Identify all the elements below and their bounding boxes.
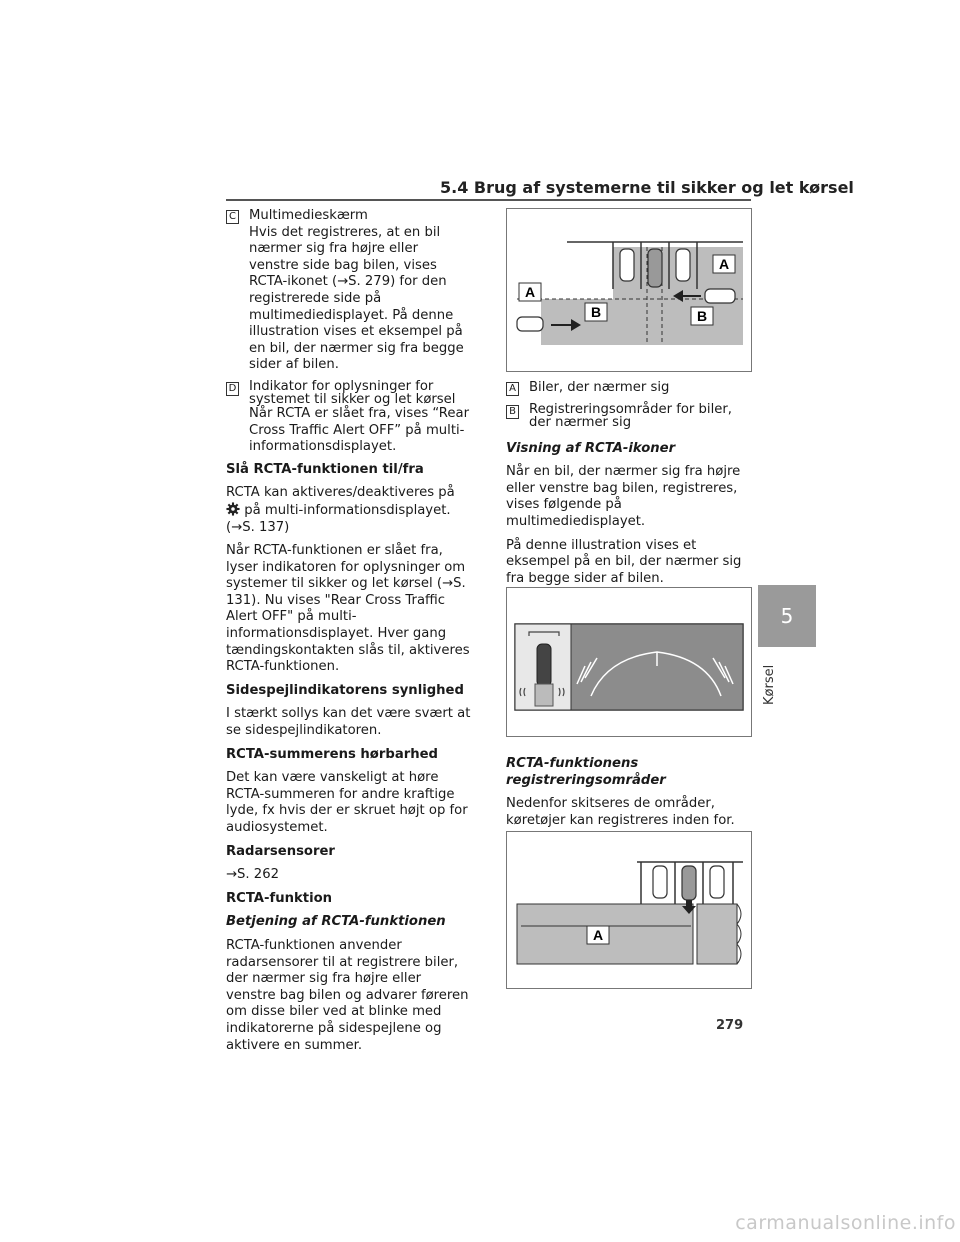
legend-item-b bbox=[506, 403, 754, 429]
para-icons-1: Når en bil, der nærmer sig fra højre eller venstre bag bilen, registreres, vises følgende på multimediedisplayet. bbox=[506, 464, 741, 529]
para-toggle-a: RCTA kan aktiveres/deaktiveres på bbox=[226, 485, 455, 501]
display-diagram bbox=[507, 588, 751, 736]
figure-detection-areas bbox=[506, 831, 752, 989]
fig1-label-a-left: A bbox=[524, 284, 536, 300]
right-column-lower bbox=[506, 756, 754, 836]
heading-function: RCTA-funktion bbox=[226, 890, 333, 906]
legend-a-text: Biler, der nærmer sig bbox=[529, 380, 670, 395]
detection-diagram bbox=[507, 832, 751, 988]
watermark: carmanualsonline.info bbox=[735, 1212, 956, 1234]
heading-toggle: Slå RCTA-funktionen til/fra bbox=[226, 461, 424, 477]
heading-buzzer: RCTA-summerens hørbarhed bbox=[226, 746, 438, 762]
figure-approaching-cars bbox=[506, 208, 752, 372]
item-c-title: Multimedieskærm bbox=[249, 208, 368, 223]
legend-item-d bbox=[226, 380, 471, 456]
para-off: Når RCTA-funktionen er slået fra, lyser indikatoren for oplysninger om systemer til sikker og let kørsel (→S. 131). Nu vises "Rear Cross Traffic Alert OFF" på multi-informationsdisplayet. Hver gang tændingskontakten slås til, aktiveres RCTA-funktionen. bbox=[226, 543, 470, 675]
heading-icons: Visning af RCTA-ikoner bbox=[506, 440, 676, 456]
para-toggle bbox=[226, 485, 471, 536]
letter-box-c: C bbox=[226, 210, 239, 224]
para-toggle-b: på multi-informationsdisplayet. (→S. 137) bbox=[226, 502, 451, 535]
fig1-label-b-right: B bbox=[696, 308, 708, 324]
chapter-tab: 5 bbox=[758, 585, 816, 647]
letter-box-a: A bbox=[506, 382, 519, 396]
page-number: 279 bbox=[716, 1018, 744, 1033]
heading-areas: RCTA-funktionens registreringsområder bbox=[506, 756, 666, 788]
para-buzzer: Det kan være vanskeligt at høre RCTA-summeren for andre kraftige lyde, fx hvis der er skruet højt op for audiosystemet. bbox=[226, 770, 468, 835]
fig1-label-a-right: A bbox=[718, 256, 730, 272]
letter-box-b: B bbox=[506, 405, 519, 419]
heading-mirror: Sidespejlindikatorens synlighed bbox=[226, 682, 464, 698]
item-d-text: Når RCTA er slået fra, vises “Rear Cross Traffic Alert OFF” på multi-informationsdisplayet. bbox=[249, 405, 469, 455]
para-icons-2: På denne illustration vises et eksempel på en bil, der nærmer sig fra begge sider af bilen. bbox=[506, 537, 742, 586]
left-column bbox=[226, 208, 471, 1061]
figure-multimedia-display bbox=[506, 587, 752, 737]
para-mirror: I stærkt sollys kan det være svært at se sidespejlindikatoren. bbox=[226, 706, 471, 739]
gear-icon bbox=[226, 502, 240, 516]
para-operation: RCTA-funktionen anvender radarsensorer til at registrere biler, der nærmer sig fra højre eller venstre bag bilen og advarer føreren om disse biler ved at blinke med indikatorerne på sidespejlene og aktivere en summer. bbox=[226, 937, 469, 1053]
fig3-label-a: A bbox=[592, 927, 604, 943]
letter-box-d: D bbox=[226, 382, 239, 396]
header-rule bbox=[226, 199, 751, 201]
page-header-title: 5.4 Brug af systemerne til sikker og let kørsel bbox=[440, 178, 854, 197]
legend-item-c bbox=[226, 208, 471, 374]
right-column-upper bbox=[506, 380, 754, 594]
item-c-text: Hvis det registreres, at en bil nærmer sig fra højre eller venstre side bag bilen, vises RCTA-ikonet (→S. 279) for den registrerede side på multimediedisplayet. På denne illustration vises et eksempel på en bil, der nærmer sig fra begge sider af bilen. bbox=[249, 224, 464, 373]
legend-b-text: Registreringsområder for biler, der nærmer sig bbox=[529, 401, 732, 430]
item-d-title: Indikator for oplysninger for systemet til sikker og let kørsel bbox=[249, 378, 456, 407]
para-areas: Nedenfor skitseres de områder, køretøjer kan registreres inden for. bbox=[506, 796, 735, 828]
legend-item-a bbox=[506, 380, 754, 397]
chapter-label: Kørsel bbox=[762, 664, 777, 706]
fig1-label-b-left: B bbox=[590, 304, 602, 320]
heading-operation: Betjening af RCTA-funktionen bbox=[226, 914, 446, 930]
para-radar: →S. 262 bbox=[226, 867, 279, 883]
parking-diagram bbox=[507, 209, 751, 371]
heading-radar: Radarsensorer bbox=[226, 843, 335, 859]
